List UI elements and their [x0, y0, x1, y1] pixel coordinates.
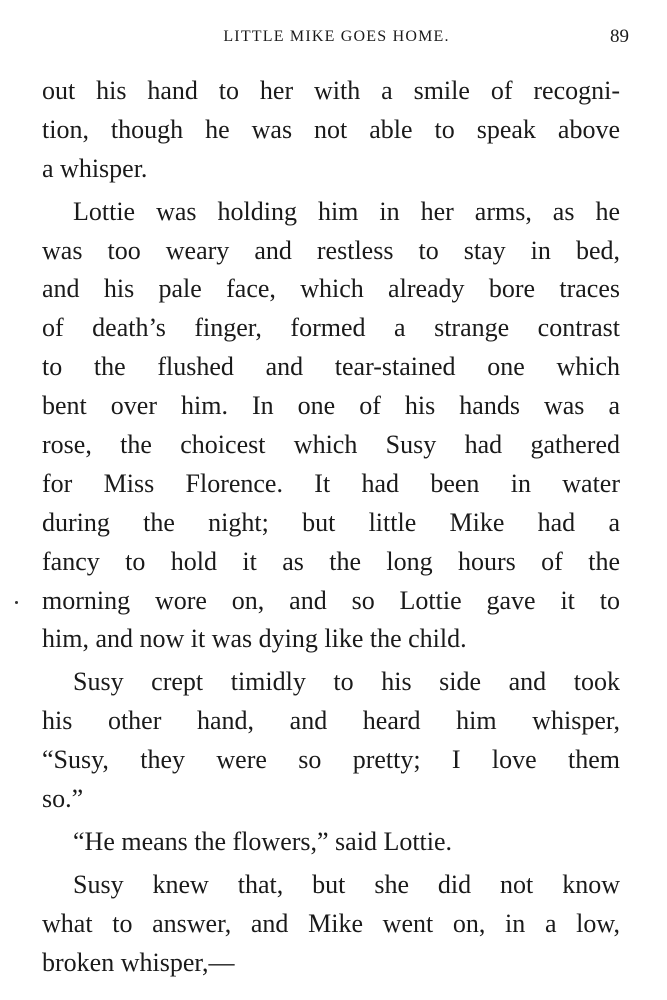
text-line: “Susy, they were so pretty; I love them — [42, 745, 620, 775]
running-head — [44, 26, 629, 50]
text-line: Susy knew that, but she did not know — [73, 869, 620, 899]
text-line: bent over him. In one of his hands was a — [42, 391, 620, 421]
text-line: tion, though he was not able to speak above — [42, 114, 620, 144]
text-line: during the night; but little Mike had a — [42, 507, 620, 537]
page-number: 89 — [610, 26, 629, 47]
text-line: morning wore on, and so Lottie gave it to — [42, 585, 620, 615]
text-line: was too weary and restless to stay in bed, — [42, 235, 620, 265]
text-line: rose, the choicest which Susy had gathered — [42, 430, 620, 460]
text-line: out his hand to her with a smile of recogni- — [42, 76, 620, 105]
text-line: for Miss Florence. It had been in water — [42, 468, 620, 498]
text-line: him, and now it was dying like the child. — [42, 624, 467, 654]
text-line: a whisper. — [42, 153, 148, 183]
text-line: of death’s finger, formed a strange contrast — [42, 313, 620, 343]
print-speck — [15, 601, 18, 604]
paragraph-2 — [42, 193, 620, 660]
text-line: Lottie was holding him in her arms, as he — [73, 196, 620, 226]
body-text — [42, 72, 620, 982]
paragraph-3 — [42, 663, 620, 819]
text-line: “He means the flowers,” said Lottie. — [73, 826, 453, 856]
chapter-title: LITTLE MIKE GOES HOME. — [223, 28, 450, 45]
text-line: broken whisper,— — [42, 947, 235, 977]
text-line: what to answer, and Mike went on, in a low, — [42, 908, 620, 938]
text-line: fancy to hold it as the long hours of the — [42, 546, 620, 576]
text-line: to the flushed and tear-stained one which — [42, 352, 620, 382]
text-line: so.” — [42, 784, 84, 814]
paragraph-4 — [42, 823, 620, 862]
text-line: his other hand, and heard him whisper, — [42, 706, 620, 736]
paragraph-5 — [42, 866, 620, 983]
paragraph-1 — [42, 72, 620, 189]
text-line: Susy crept timidly to his side and took — [73, 667, 620, 697]
text-line: and his pale face, which already bore traces — [42, 274, 620, 304]
